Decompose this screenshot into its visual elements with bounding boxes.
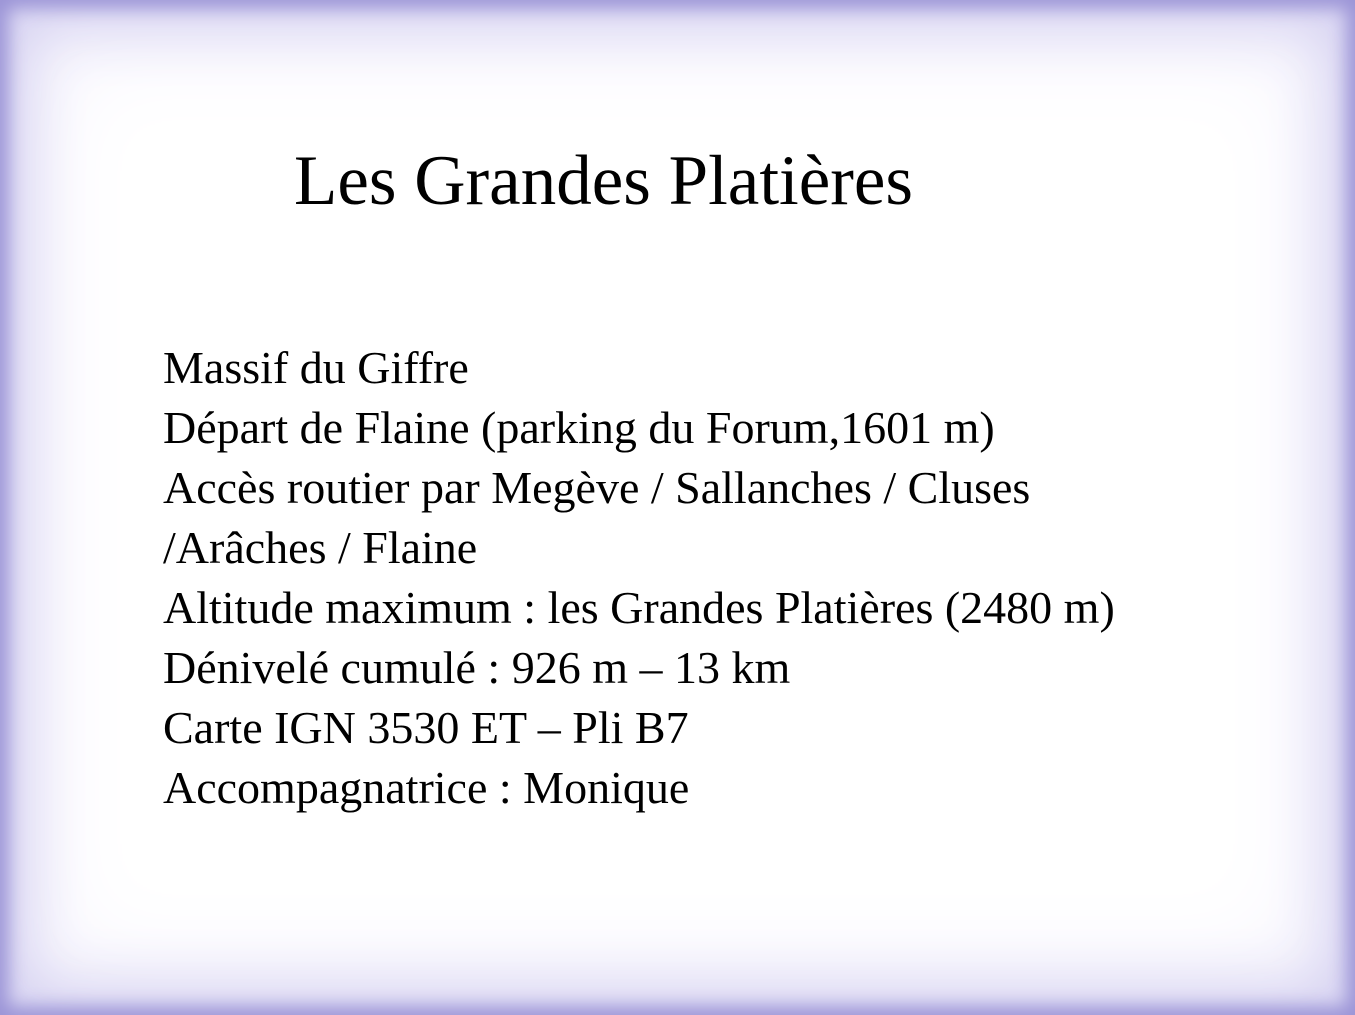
line-acces-continued: /Arâches / Flaine (163, 522, 478, 573)
line-depart: Départ de Flaine (parking du Forum,1601 m) (163, 402, 995, 453)
line-accompagnatrice: Accompagnatrice : Monique (163, 762, 690, 813)
line-denivele: Dénivelé cumulé : 926 m – 13 km (163, 642, 791, 693)
line-acces: Accès routier par Megève / Sallanches / Cluses (163, 462, 1031, 513)
slide-title: Les Grandes Platières (294, 142, 914, 220)
line-carte: Carte IGN 3530 ET – Pli B7 (163, 702, 689, 753)
line-massif: Massif du Giffre (163, 342, 469, 393)
line-altitude: Altitude maximum : les Grandes Platières (2480 m) (163, 582, 1115, 633)
slide-body (163, 338, 1283, 818)
